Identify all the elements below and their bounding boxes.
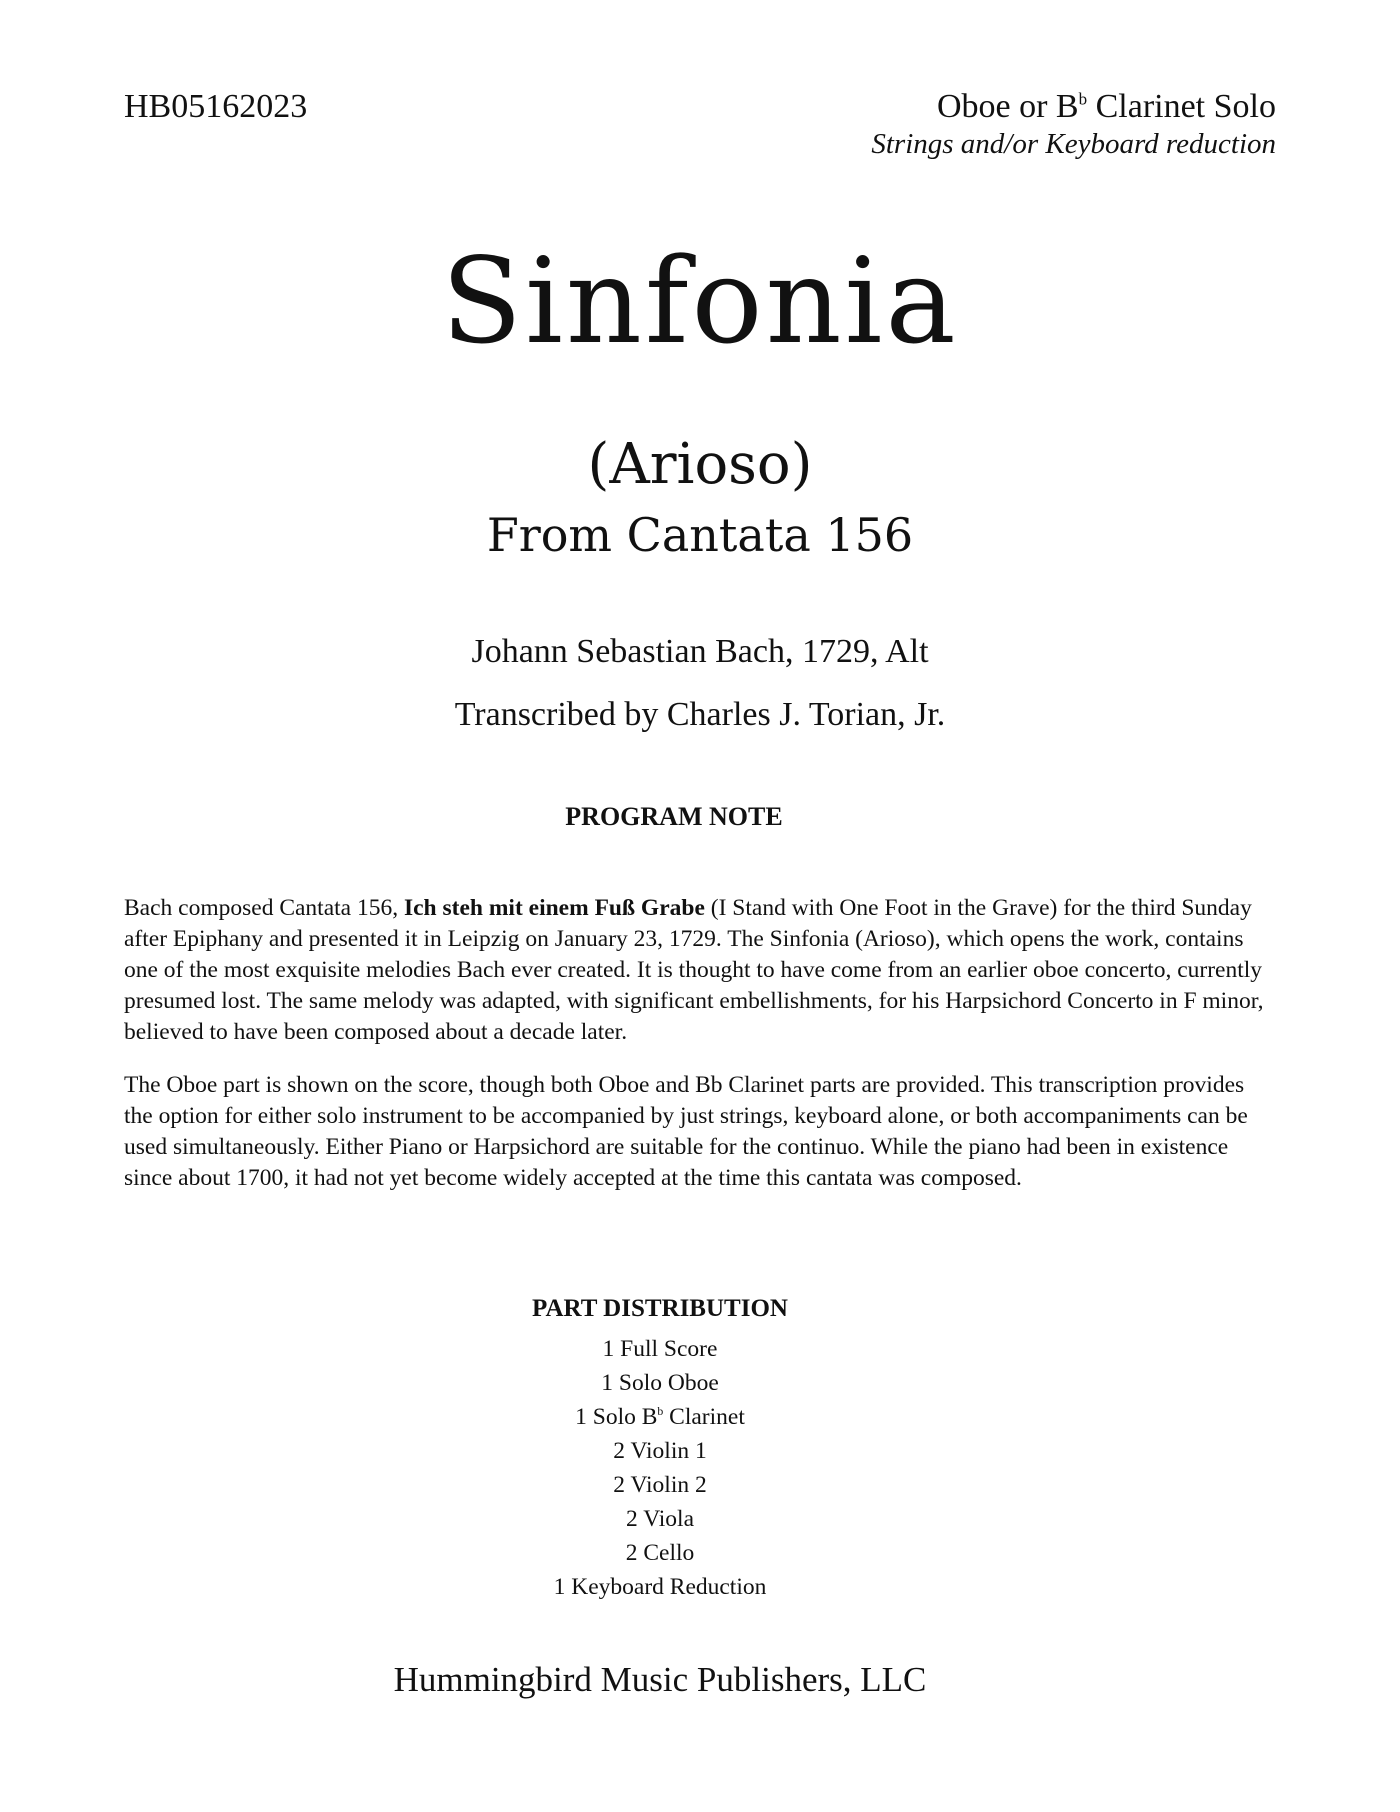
accompaniment-line: Strings and/or Keyboard reduction (871, 128, 1276, 160)
source-line: From Cantata 156 (486, 508, 914, 562)
program-note-heading: PROGRAM NOTE (565, 802, 783, 831)
program-note-paragraph-1 (124, 893, 1274, 1048)
instrumentation-text-end: Clarinet Solo (1087, 88, 1276, 125)
list-item: 2 Violin 1 (613, 1438, 707, 1464)
list-item (0, 1400, 1320, 1434)
p1-text-end: (I Stand with One Foot in the Grave) for the third Sunday after Epiphany and presented it in Leipzig on January 23, 1729. The Sinfonia (Arioso), which opens the work, contains one of the most exquisite melodies Bach ever created. It is thought to have come from an earlier oboe concerto, currently presumed lost. The same melody was adapted, with significant embellishments, for his Harpsichord Concerto in F minor, believed to have been composed about a decade later. (124, 895, 1264, 1045)
page-title: Sinfonia (441, 232, 959, 370)
flat-sign: b (657, 1405, 664, 1419)
composer-line: Johann Sebastian Bach, 1729, Alt (471, 633, 929, 670)
list-item: 1 Full Score (602, 1336, 718, 1362)
list-item: 2 Viola (626, 1506, 694, 1532)
list-item: 1 Solo Oboe (601, 1370, 719, 1396)
program-note-paragraph-2: The Oboe part is shown on the score, though both Oboe and Bb Clarinet parts are provided. This transcription provides the option for either solo instrument to be accompanied by just strings, keyboard alone, or both accompaniments can be used simultaneously. Either Piano or Harpsichord are suitable for the continuo. While the piano had been in existence since about 1700, it had not yet become widely accepted at the time this cantata was composed. (124, 1072, 1248, 1191)
clarinet-text-end: Clarinet (663, 1404, 745, 1430)
list-item: 2 Cello (625, 1540, 695, 1566)
publisher-name: Hummingbird Music Publishers, LLC (393, 1660, 927, 1699)
p1-text-start: Bach composed Cantata 156, (124, 895, 404, 921)
transcriber-line: Transcribed by Charles J. Torian, Jr. (454, 696, 946, 733)
catalog-number: HB05162023 (124, 88, 308, 125)
list-item: 2 Violin 2 (613, 1472, 707, 1498)
list-item: 1 Keyboard Reduction (553, 1574, 767, 1600)
cantata-german-title: Ich steh mit einem Fuß Grabe (403, 895, 705, 921)
clarinet-text: 1 Solo B (575, 1404, 658, 1430)
part-distribution-heading: PART DISTRIBUTION (532, 1295, 788, 1322)
page-subtitle: (Arioso) (587, 432, 813, 497)
instrumentation (937, 88, 1276, 126)
flat-sign: b (1078, 89, 1088, 109)
part-distribution-list (0, 1332, 1320, 1604)
instrumentation-text: Oboe or B (936, 88, 1079, 125)
